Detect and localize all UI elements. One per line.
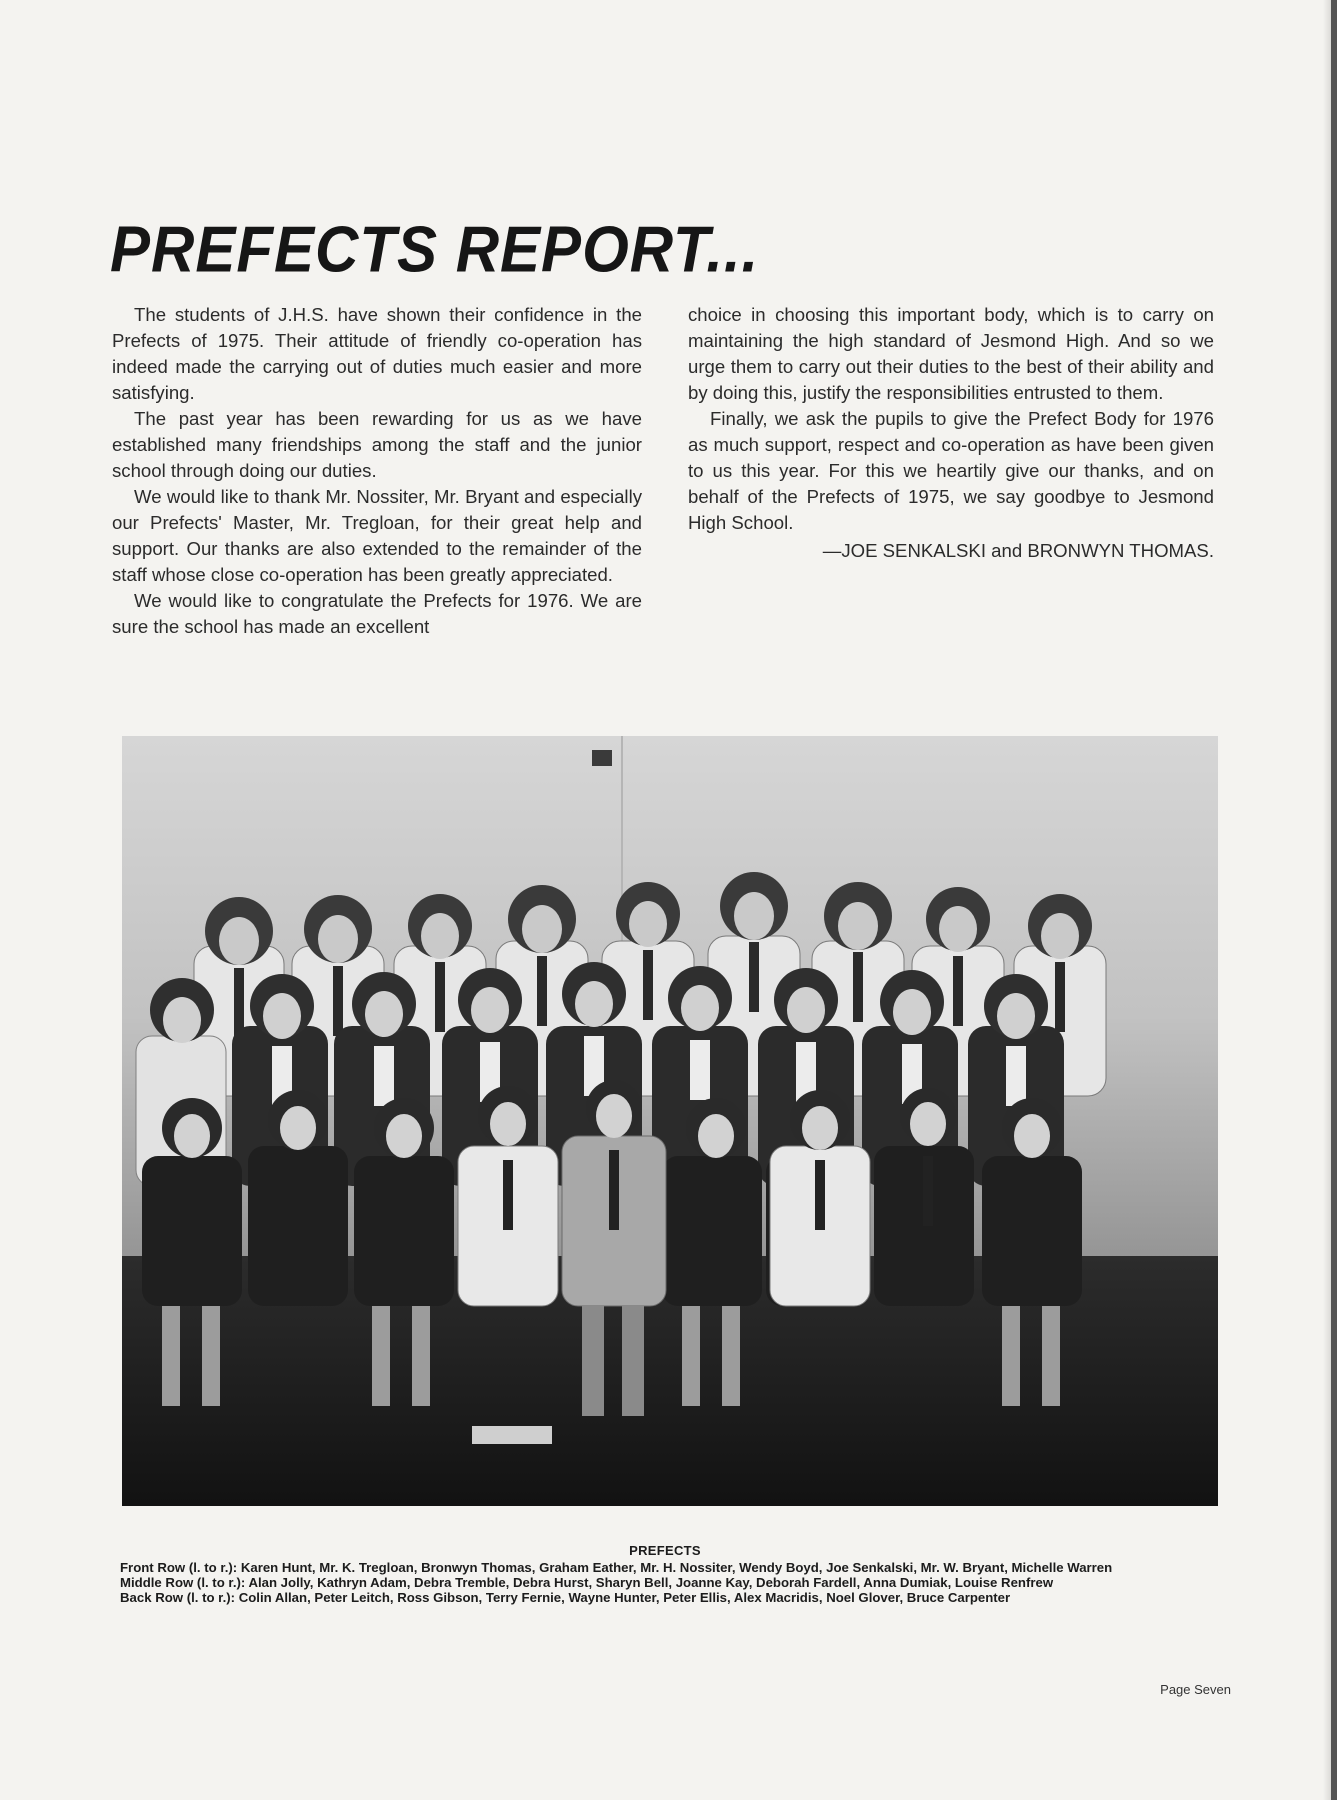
report-signature: —JOE SENKALSKI and BRONWYN THOMAS. — [822, 540, 1214, 561]
page-title: PREFECTS REPORT... — [110, 213, 760, 286]
report-paragraph: We would like to thank Mr. Nossiter, Mr. Bryant and especially our Prefects' Master, Mr. Tregloan, for their great help and support. Our thanks are also extended to the remainder of the staff whose close co-operation has been greatly appreciated. — [112, 486, 642, 585]
caption-heading: PREFECTS — [629, 1543, 701, 1558]
page-number: Page Seven — [1160, 1682, 1231, 1697]
report-paragraph: The past year has been rewarding for us as we have established many friendships among the staff and the junior school through doing our duties. — [112, 408, 642, 481]
prefects-group-photo — [122, 736, 1218, 1506]
caption-back-row: Back Row (l. to r.): Colin Allan, Peter Leitch, Ross Gibson, Terry Fernie, Wayne Hunter, Peter Ellis, Alex Macridis, Noel Glover, Bruce Carpenter — [120, 1590, 1011, 1605]
report-column-left — [112, 302, 642, 640]
caption-front-row: Front Row (l. to r.): Karen Hunt, Mr. K. Tregloan, Bronwyn Thomas, Graham Eather, Mr. H. Nossiter, Wendy Boyd, Joe Senkalski, Mr. W. Bryant, Michelle Warren — [120, 1560, 1113, 1575]
report-paragraph: The students of J.H.S. have shown their confidence in the Prefects of 1975. Their attitude of friendly co-operation has indeed made the carrying out of duties much easier and more satisfying. — [112, 304, 642, 403]
report-column-right — [688, 302, 1214, 564]
caption-middle-row: Middle Row (l. to r.): Alan Jolly, Kathryn Adam, Debra Tremble, Debra Hurst, Sharyn Bell, Joanne Kay, Deborah Fardell, Anna Dumiak, Louise Renfrew — [120, 1575, 1054, 1590]
report-paragraph: Finally, we ask the pupils to give the Prefect Body for 1976 as much support, respect and co-operation as have been given to us this year. For this we heartily give our thanks, and on behalf of the Prefects of 1975, we say goodbye to Jesmond High School. — [688, 408, 1214, 533]
photo-illustration — [122, 736, 1218, 1506]
page-edge — [1331, 0, 1337, 1800]
report-paragraph: We would like to congratulate the Prefects for 1976. We are sure the school has made an excellent — [112, 590, 642, 637]
photo-caption — [120, 1560, 1232, 1605]
report-paragraph-continued: choice in choosing this important body, which is to carry on maintaining the high standard of Jesmond High. And so we urge them to carry out their duties to the best of their ability and by doing this, justify the responsibilities entrusted to them. — [688, 304, 1214, 403]
